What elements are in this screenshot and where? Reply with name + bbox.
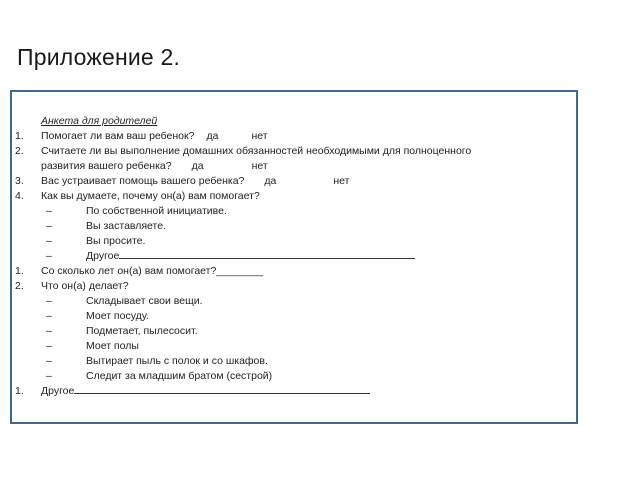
questionnaire-content [12,114,576,399]
answer-yes: да [206,130,219,142]
option-text: По собственной инициативе. [86,205,227,217]
question-2 [12,144,576,174]
fill-in-blank[interactable] [119,258,415,259]
question-text: Считаете ли вы выполнение домашних обязанностей необходимыми для полноценного [41,145,472,157]
answer-option [12,339,576,354]
answer-option [12,219,576,234]
fill-in-blank[interactable] [74,393,370,394]
question-number: 1. [15,385,24,397]
answer-yes: да [264,175,277,187]
option-text: Вытирает пыль с полок и со шкафов. [86,355,268,367]
answer-option [12,309,576,324]
questionnaire-box [10,90,578,424]
question-text: Другое [41,385,75,397]
answer-option [12,369,576,384]
dash-bullet: – [46,370,52,382]
question-number: 1. [15,130,24,142]
answer-option-other [12,249,576,264]
dash-bullet: – [46,250,52,262]
question-text: Что он(а) делает? [41,280,129,292]
option-text: Вы просите. [86,235,146,247]
option-text: Моет посуду. [86,310,149,322]
question-other [12,384,576,399]
dash-bullet: – [46,325,52,337]
dash-bullet: – [46,295,52,307]
dash-bullet: – [46,205,52,217]
answer-no: нет [251,160,268,172]
question-number: 1. [15,265,24,277]
option-text: Другое [86,250,120,262]
question-number: 2. [15,280,24,292]
option-text: Складывает свои вещи. [86,295,203,307]
option-text: Следит за младшим братом (сестрой) [86,370,273,382]
question-age [12,264,576,279]
answer-option [12,354,576,369]
option-text: Вы заставляете. [86,220,166,232]
option-text: Подметает, пылесосит. [86,325,198,337]
question-text: Помогает ли вам ваш ребенок? [41,130,195,142]
dash-bullet: – [46,220,52,232]
question-3 [12,174,576,189]
question-chores [12,279,576,294]
dash-bullet: – [46,310,52,322]
question-text: Вас устраивает помощь вашего ребенка? [41,175,245,187]
dash-bullet: – [46,355,52,367]
question-1 [12,129,576,144]
answer-no: нет [333,175,350,187]
question-text: Как вы думаете, почему он(а) вам помогает? [41,190,260,202]
answer-option [12,234,576,249]
question-number: 4. [15,190,24,202]
dash-bullet: – [46,235,52,247]
question-4 [12,189,576,204]
questionnaire-heading: Анкета для родителей [41,115,158,127]
option-text: Моет полы [86,340,139,352]
question-number: 2. [15,145,24,157]
slide-title: Приложение 2. [17,44,181,70]
question-text-cont: развития вашего ребенка? [41,160,172,172]
question-number: 3. [15,175,24,187]
answer-option [12,204,576,219]
answer-yes: да [191,160,204,172]
answer-option [12,294,576,309]
answer-option [12,324,576,339]
answer-no: нет [251,130,268,142]
question-text: Со сколько лет он(а) вам помогает?________ [41,265,264,277]
dash-bullet: – [46,340,52,352]
